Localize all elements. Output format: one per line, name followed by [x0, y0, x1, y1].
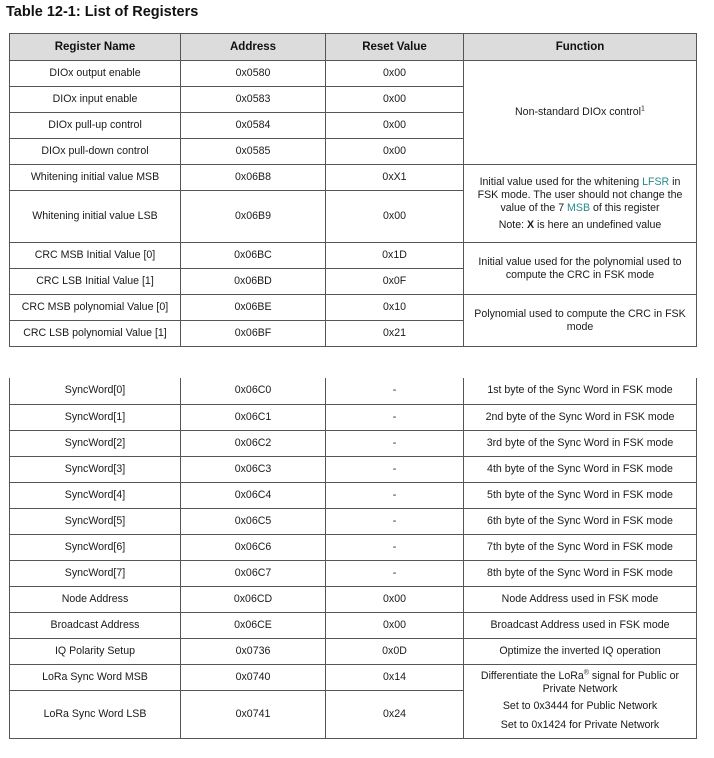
- table-row: [10, 612, 697, 638]
- register-reset-value: 0x00: [326, 612, 464, 638]
- register-reset-value: 0x00: [326, 139, 464, 165]
- register-name: SyncWord[3]: [10, 456, 181, 482]
- table-header-row: [10, 34, 697, 61]
- register-name: CRC MSB Initial Value [0]: [10, 243, 181, 269]
- register-function: 7th byte of the Sync Word in FSK mode: [464, 534, 697, 560]
- register-name: SyncWord[6]: [10, 534, 181, 560]
- register-name: DIOx pull-down control: [10, 139, 181, 165]
- function-text-part: signal for Public or Private Network: [542, 670, 680, 695]
- register-address: 0x06B9: [181, 191, 326, 243]
- register-reset-value: -: [326, 534, 464, 560]
- register-address: 0x06CE: [181, 612, 326, 638]
- table-row: [10, 243, 697, 269]
- table-row: [10, 508, 697, 534]
- function-text: [478, 176, 683, 214]
- table-body: [10, 378, 697, 738]
- register-address: 0x06C3: [181, 456, 326, 482]
- register-name: SyncWord[5]: [10, 508, 181, 534]
- register-address: 0x06C1: [181, 404, 326, 430]
- register-reset-value: 0xX1: [326, 165, 464, 191]
- register-function: Node Address used in FSK mode: [464, 586, 697, 612]
- register-reset-value: 0x14: [326, 664, 464, 690]
- register-reset-value: 0x00: [326, 61, 464, 87]
- register-address: 0x0585: [181, 139, 326, 165]
- register-reset-value: 0x00: [326, 113, 464, 139]
- register-reset-value: 0x0D: [326, 638, 464, 664]
- table-row: [10, 404, 697, 430]
- registers-table-part-2: [9, 378, 697, 739]
- function-text: Non-standard DIOx control: [515, 106, 642, 118]
- registers-table-part-1: [9, 33, 697, 347]
- register-reset-value: -: [326, 404, 464, 430]
- register-reset-value: -: [326, 508, 464, 534]
- register-name: IQ Polarity Setup: [10, 638, 181, 664]
- register-address: 0x0584: [181, 113, 326, 139]
- register-reset-value: 0x0F: [326, 269, 464, 295]
- register-function: [464, 61, 697, 165]
- register-name: CRC LSB Initial Value [1]: [10, 269, 181, 295]
- table-row: [10, 560, 697, 586]
- register-reset-value: 0x24: [326, 690, 464, 738]
- register-reset-value: -: [326, 430, 464, 456]
- table-row: [10, 586, 697, 612]
- register-address: 0x06C5: [181, 508, 326, 534]
- header-function: Function: [464, 34, 697, 61]
- register-function: 5th byte of the Sync Word in FSK mode: [464, 482, 697, 508]
- register-function: 8th byte of the Sync Word in FSK mode: [464, 560, 697, 586]
- register-address: 0x06BE: [181, 295, 326, 321]
- register-function: 1st byte of the Sync Word in FSK mode: [464, 378, 697, 404]
- register-name: Whitening initial value LSB: [10, 191, 181, 243]
- register-reset-value: -: [326, 560, 464, 586]
- register-function: 4th byte of the Sync Word in FSK mode: [464, 456, 697, 482]
- register-name: LoRa Sync Word MSB: [10, 664, 181, 690]
- register-reset-value: -: [326, 456, 464, 482]
- register-reset-value: -: [326, 482, 464, 508]
- register-reset-value: 0x10: [326, 295, 464, 321]
- register-reset-value: 0x1D: [326, 243, 464, 269]
- note-bold: X: [526, 218, 535, 231]
- register-address: 0x06BD: [181, 269, 326, 295]
- register-function: 3rd byte of the Sync Word in FSK mode: [464, 430, 697, 456]
- register-function: Optimize the inverted IQ operation: [464, 638, 697, 664]
- register-function: Broadcast Address used in FSK mode: [464, 612, 697, 638]
- note-prefix: Note:: [498, 218, 527, 231]
- table-title: Table 12-1: List of Registers: [6, 4, 199, 20]
- register-address: 0x06C0: [181, 378, 326, 404]
- function-text-part: Initial value used for the whitening: [479, 175, 643, 188]
- function-text-line: Set to 0x3444 for Public Network: [502, 700, 658, 712]
- function-text: [468, 670, 692, 696]
- register-address: 0x0736: [181, 638, 326, 664]
- register-name: CRC LSB polynomial Value [1]: [10, 321, 181, 347]
- table-row: [10, 295, 697, 321]
- register-address: 0x06BF: [181, 321, 326, 347]
- table-row: [10, 61, 697, 87]
- register-address: 0x06C6: [181, 534, 326, 560]
- function-text-part: in FSK mode. The user should not change the value of the 7: [477, 175, 683, 214]
- table-row: [10, 534, 697, 560]
- table-row: [10, 638, 697, 664]
- register-name: SyncWord[2]: [10, 430, 181, 456]
- register-name: SyncWord[4]: [10, 482, 181, 508]
- register-function: Initial value used for the polynomial used to compute the CRC in FSK mode: [464, 243, 697, 295]
- table-row: [10, 378, 697, 404]
- register-name: Node Address: [10, 586, 181, 612]
- register-reset-value: 0x21: [326, 321, 464, 347]
- header-address: Address: [181, 34, 326, 61]
- register-name: DIOx pull-up control: [10, 113, 181, 139]
- function-text-part: of this register: [590, 201, 660, 214]
- register-address: 0x0583: [181, 87, 326, 113]
- lfsr-link[interactable]: LFSR: [642, 175, 670, 188]
- register-name: CRC MSB polynomial Value [0]: [10, 295, 181, 321]
- register-name: SyncWord[7]: [10, 560, 181, 586]
- msb-link[interactable]: MSB: [567, 201, 591, 214]
- register-name: DIOx input enable: [10, 87, 181, 113]
- register-address: 0x06C7: [181, 560, 326, 586]
- register-address: 0x06B8: [181, 165, 326, 191]
- register-address: 0x06CD: [181, 586, 326, 612]
- register-function: 6th byte of the Sync Word in FSK mode: [464, 508, 697, 534]
- register-reset-value: 0x00: [326, 87, 464, 113]
- table-row: [10, 165, 697, 191]
- register-reset-value: 0x00: [326, 191, 464, 243]
- function-text-part: Differentiate the LoRa: [480, 670, 584, 682]
- register-name: SyncWord[1]: [10, 404, 181, 430]
- register-address: 0x0580: [181, 61, 326, 87]
- register-name: SyncWord[0]: [10, 378, 181, 404]
- register-address: 0x06BC: [181, 243, 326, 269]
- register-address: 0x06C2: [181, 430, 326, 456]
- function-note: [468, 219, 692, 232]
- table-row: [10, 430, 697, 456]
- function-text-line: Set to 0x1424 for Private Network: [500, 719, 660, 731]
- note-suffix: is here an undefined value: [534, 218, 662, 231]
- footnote-marker: 1: [641, 105, 645, 113]
- registered-mark: ®: [583, 669, 589, 677]
- table-row: [10, 482, 697, 508]
- table-row: [10, 456, 697, 482]
- register-reset-value: 0x00: [326, 586, 464, 612]
- register-reset-value: -: [326, 378, 464, 404]
- register-function: Polynomial used to compute the CRC in FSK mode: [464, 295, 697, 347]
- register-name: Whitening initial value MSB: [10, 165, 181, 191]
- register-name: LoRa Sync Word LSB: [10, 690, 181, 738]
- register-address: 0x06C4: [181, 482, 326, 508]
- register-name: Broadcast Address: [10, 612, 181, 638]
- header-reset-value: Reset Value: [326, 34, 464, 61]
- register-address: 0x0741: [181, 690, 326, 738]
- register-name: DIOx output enable: [10, 61, 181, 87]
- register-address: 0x0740: [181, 664, 326, 690]
- register-function: 2nd byte of the Sync Word in FSK mode: [464, 404, 697, 430]
- header-register-name: Register Name: [10, 34, 181, 61]
- register-function: [464, 165, 697, 243]
- register-function: [464, 664, 697, 738]
- table-row: [10, 664, 697, 690]
